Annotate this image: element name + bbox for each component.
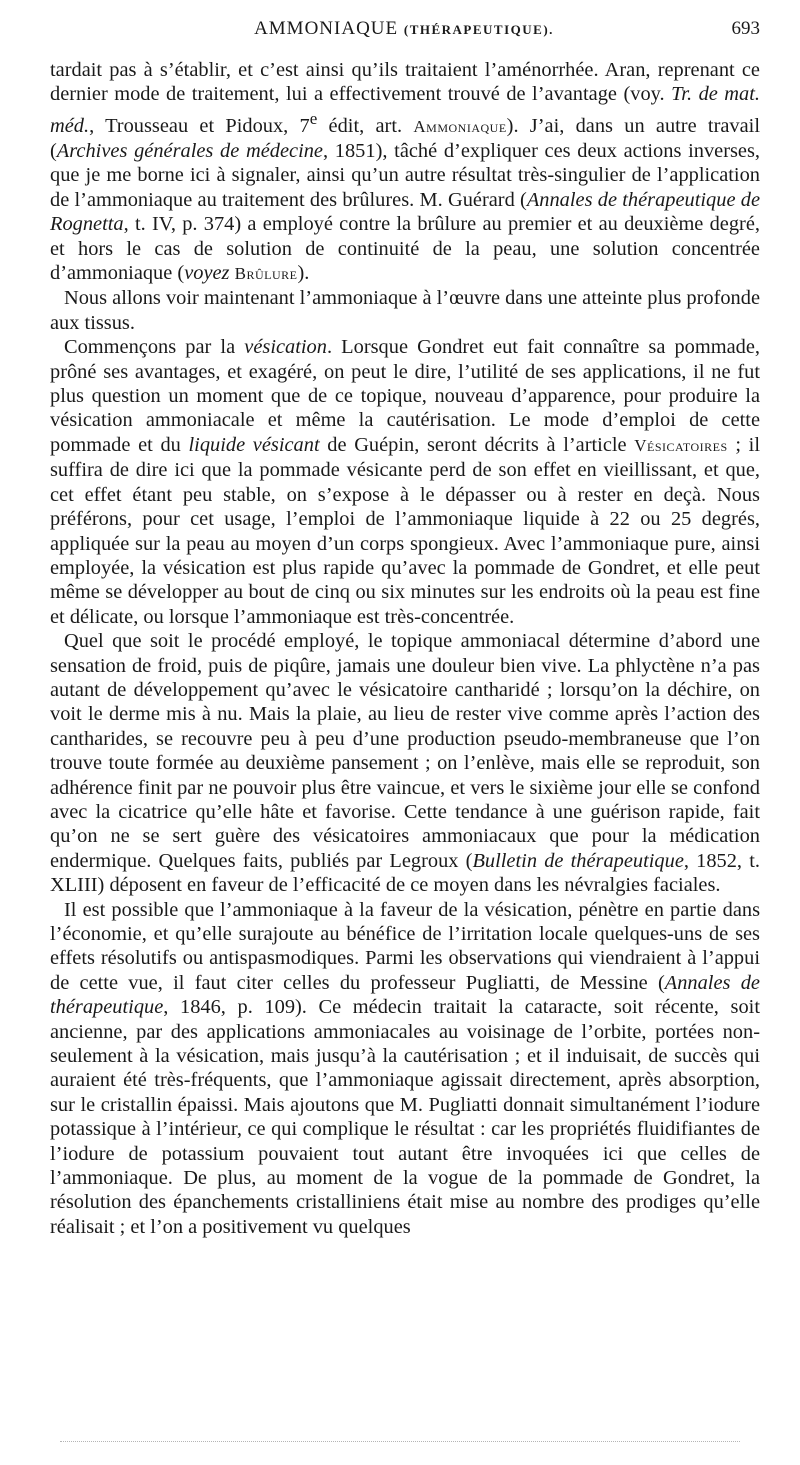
superscript: e	[309, 108, 318, 128]
italic-span: Bulletin de thérapeutique	[472, 849, 684, 872]
text-span: . Lorsque Gondret eut fait connaître sa pommade, prôné ses avantages, et exagéré, on peut le dire, l’utilité de ses applications, il ne fut plus question un moment que de ce topique, nouveau d’apparence, pour produire la vésication ammoniacale et même la cautérisation. Le mode d’emploi de cette pommade et du	[50, 336, 760, 456]
text-span: , t. IV, p. 374) a employé contre la brûlure au premier et au deuxième degré, et hors le cas de solution de continuité de la peau, une solution concentrée d’ammoniaque (	[50, 213, 760, 285]
text-span: , 1846, p. 109). Ce médecin traitait la cataracte, soit récente, soit ancienne, par des applications ammoniacales au voisinage de l’orbite, portées non-seulement à la vésication, mais jusqu’à la cautérisation ; et il induisait, de succès qui auraient été très-fréquents, que l’ammoniaque agissait directement, après absorption, sur le cristallin épaissi. Mais ajoutons que M. Pugliatti donnait simultanément l’iodure potassique à l’intérieur, ce qui complique le résultat : car les propriétés fluidifiantes de l’iodure de potassium pouvaient tout autant être invoquées ici que celles de l’ammoniaque. De plus, au moment de la vogue de la pommade de Gondret, la résolution des épanchements cristalliniens était mise au nombre des prodiges qu’elle réalisait ; et l’on a positivement vu quelques	[50, 996, 760, 1238]
text-span: , Trousseau et Pidoux, 7	[89, 114, 310, 137]
text-span: ). J’ai, dans un autre travail (	[50, 114, 760, 163]
italic-span: Tr. de mat. méd.	[50, 83, 760, 137]
text-span: édit, art.	[317, 114, 414, 137]
italic-span: liquide vésicant	[188, 433, 320, 456]
text-span: de Guépin, seront décrits à l’article	[319, 433, 635, 456]
text-span: Quel que soit le procédé employé, le topique ammoniacal détermine d’abord une sensation de froid, puis de piqûre, jamais une douleur bien vive. La phlyctène n’a pas autant de développement qu’avec le vésicatoire cantharidé ; lorsqu’on la déchire, on voit le derme mis à nu. Mais la plaie, au lieu de rester vive comme après l’action des cantharides, se recouvre peu à peu d’une production pseudo-membraneuse que l’on trouve toute formée au deuxième pansement ; on l’enlève, mais elle se reproduit, son adhérence finit par ne pouvoir plus être vaincue, et vers le sixième jour elle se confond avec la cicatrice qu’elle hâte et favorise. Cette tendance à une guérison rapide, fait qu’on ne se sert guère des vésicatoires ammoniacaux que pour la médication endermique. Quelques faits, publiés par Legroux (	[50, 630, 760, 872]
body-text	[50, 58, 760, 1239]
smallcaps-span: Vésicatoires	[634, 435, 728, 455]
italic-span: Annales de thérapeutique	[50, 971, 760, 1019]
running-title-main: AMMONIAQUE	[254, 18, 399, 39]
smallcaps-span: Ammoniaque	[413, 116, 507, 136]
text-span: , 1852, t. XLIII) déposent en faveur de l’efficacité de ce moyen dans les névralgies faciales.	[50, 849, 760, 897]
text-span: Nous allons voir maintenant l’ammoniaque à l’œuvre dans une atteinte plus profonde aux tissus.	[50, 287, 760, 334]
bottom-rule	[60, 1441, 740, 1442]
paragraph	[50, 898, 760, 1240]
italic-span: Archives générales de médecine	[56, 140, 323, 163]
running-header	[48, 18, 760, 48]
italic-span: Annales de thérapeutique de Rognetta	[50, 188, 760, 236]
smallcaps-span: Brûlure	[234, 264, 298, 284]
text-span: Commençons par la	[64, 336, 245, 359]
italic-span: vésication	[244, 336, 327, 359]
italic-span: voyez	[184, 262, 230, 285]
text-span: ; il suffira de dire ici que la pommade vésicante perd de son effet en vieillissant, et que, cet effet étant peu stable, on s’expose à le dépasser ou à rester en deçà. Nous préférons, pour cet usage, l’emploi de l’ammoniaque liquide à 22 ou 25 degrés, appliquée sur la peau au moyen d’un corps spongieux. Avec l’ammoniaque pure, ainsi employée, la vésication est plus rapide qu’avec la pommade de Gondret, et elle peut même se développer au bout de cinq ou six minutes sur les endroits où la peau est fine et délicate, ou lorsque l’ammoniaque est très-concentrée.	[50, 433, 760, 628]
page-number: 693	[731, 18, 760, 39]
paragraph	[50, 286, 760, 335]
text-span: , 1851), tâché d’expliquer ces deux actions inverses, que je me borne ici à signaler, ainsi qu’un autre résultat très-singulier de l’application de l’ammoniaque au traitement des brûlures. M. Guérard (	[50, 140, 761, 211]
text-span: Il est possible que l’ammoniaque à la faveur de la vésication, pénètre en partie dans l’économie, et qu’elle surajoute au bénéfice de l’irritation locale quelques-uns de ses effets résolutifs ou antispasmodiques. Parmi les observations qui viendraient à l’appui de cette vue, il faut citer celles du professeur Pugliatti, de Messine (	[50, 898, 760, 994]
paragraph	[50, 335, 760, 629]
text-span: ).	[297, 262, 310, 285]
running-title-sub: (THÉRAPEUTIQUE).	[403, 22, 554, 37]
text-span: tardait pas à s’établir, et c’est ainsi qu’ils traitaient l’aménorrhée. Aran, reprenant ce dernier mode de traitement, lui a effectivement trouvé de l’avantage (voy.	[50, 59, 760, 106]
paragraph	[50, 629, 760, 897]
running-title	[48, 18, 760, 40]
paragraph	[50, 58, 760, 286]
